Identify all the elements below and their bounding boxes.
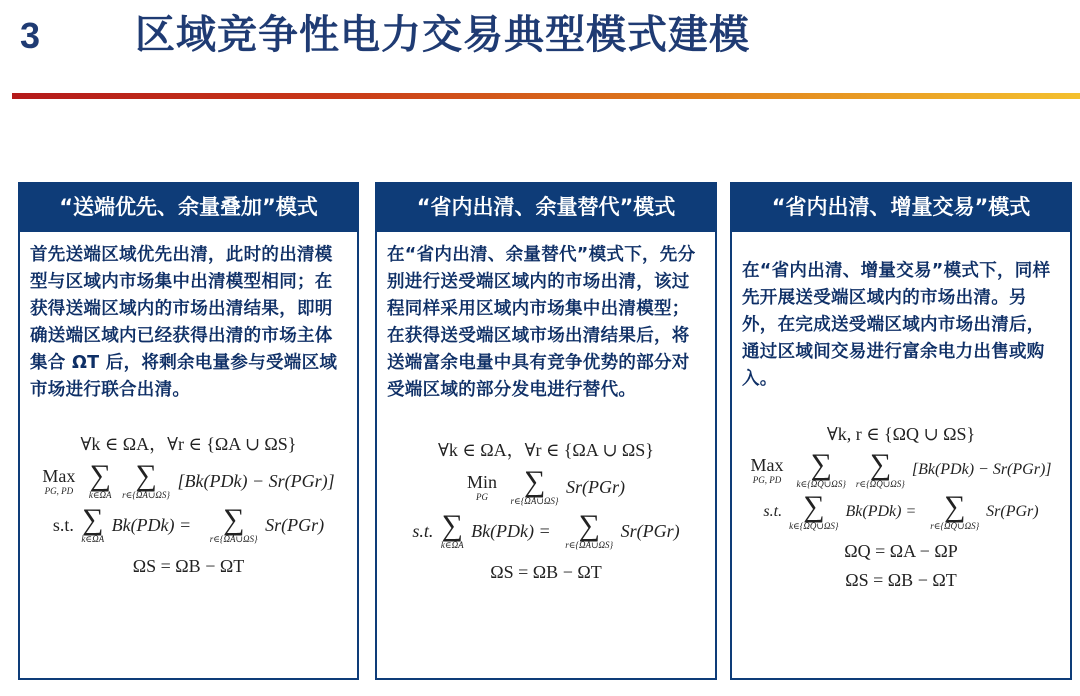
formula-quantifier: ∀k ∈ ΩA，∀r ∈ {ΩA ∪ ΩS} [80,434,297,454]
st-label: s.t. [763,503,783,520]
objective-operator-sub: PG [476,492,489,502]
sum-symbol: ∑ r∈{ΩA∪ΩS} [510,465,559,506]
constraint-rhs: Sr(PGr) [265,514,325,535]
constraint-rhs: Sr(PGr) [620,520,680,541]
sum-subscript: k∈{ΩQ∪ΩS} [796,479,846,489]
sum-subscript: r∈{ΩA∪ΩS} [209,534,258,544]
objective-expression: Sr(PGr) [565,476,625,497]
formula-extra: ΩS = ΩB − ΩT [490,562,602,582]
sum-subscript: r∈{ΩQ∪ΩS} [930,521,980,531]
st-label: s.t. [412,520,434,541]
formula-objective [377,465,715,506]
sum-subscript: r∈{ΩA∪ΩS} [510,496,559,506]
sum-symbol: ∑ k∈ΩA [88,459,112,500]
constraint-lhs: Bk(PDk) = [845,503,917,520]
sum-subscript: r∈{ΩA∪ΩS} [122,490,170,500]
formula-block [377,436,715,583]
formula-extra: ΩS = ΩB − ΩT [132,556,245,576]
constraint-lhs: Bk(PDk) = [471,520,551,541]
sum-symbol: ∑ r∈{ΩA∪ΩS} [565,509,614,550]
panel-intra-incremental [730,182,1072,680]
panel-description [732,232,1070,393]
panel-header: “省内出清、增量交易”模式 [732,184,1070,232]
sum-symbol: ∑ r∈{ΩA∪ΩS} [209,503,258,544]
sum-subscript: k∈ΩA [81,534,105,544]
formula-constraint [20,503,357,544]
panel-description [377,232,715,404]
panel-send-priority [18,182,359,680]
formula-constraint [377,509,715,550]
sum-subscript: k∈ΩA [440,540,464,550]
sum-subscript: r∈{ΩQ∪ΩS} [855,479,905,489]
constraint-rhs: Sr(PGr) [986,503,1039,520]
sum-symbol: ∑ r∈{ΩQ∪ΩS} [930,490,980,531]
sum-symbol: ∑ r∈{ΩQ∪ΩS} [855,448,905,489]
sum-symbol: ∑ k∈ΩA [81,503,105,544]
st-label: s.t. [52,514,74,535]
formula-quantifier: ∀k, r ∈ {ΩQ ∪ ΩS} [826,424,976,444]
description-text: 首先送端区域优先出清，此时的出清模型与区域内市场集中出清模型相同；在获得送端区域内的市场出清结果，即明确送端区域内已经获得出清的市场主体集合 ΩT 后，将剩余电量参与受端区域市场进行联合出清。 [30,245,338,400]
description-text: 在“省内出清、增量交易”模式下，同样先开展送受端区域内的市场出清。另外，在完成送受端区域内市场出清后，通过区域间交易进行富余电力出售或购入。 [742,261,1051,389]
formula-objective [732,448,1070,489]
formula-extra: ΩS = ΩB − ΩT [845,570,957,590]
formula-block [732,424,1070,591]
formula-objective [20,459,357,500]
panel-header: “省内出清、余量替代”模式 [377,184,715,232]
objective-operator: Max [750,455,784,475]
formula-quantifier: ∀k ∈ ΩA，∀r ∈ {ΩA ∪ ΩS} [438,440,654,460]
panel-header: “送端优先、余量叠加”模式 [20,184,357,232]
sum-symbol: ∑ k∈ΩA [440,509,464,550]
sum-symbol: ∑ k∈{ΩQ∪ΩS} [789,490,839,531]
sum-symbol: ∑ k∈{ΩQ∪ΩS} [796,448,846,489]
formula-extra: ΩQ = ΩA − ΩP [844,541,958,561]
slide-number: 3 [20,15,41,56]
sum-symbol: ∑ r∈{ΩA∪ΩS} [122,459,170,500]
objective-expression: [Bk(PDk) − Sr(PGr)] [177,470,335,491]
slide-title: 区域竞争性电力交易典型模式建模 [135,12,750,58]
constraint-lhs: Bk(PDk) = [111,514,192,535]
objective-expression: [Bk(PDk) − Sr(PGr)] [911,461,1052,478]
sum-subscript: k∈{ΩQ∪ΩS} [789,521,839,531]
title-divider [12,93,1080,99]
objective-operator: Max [42,466,76,486]
objective-operator: Min [467,472,498,492]
panel-intra-substitute [375,182,717,680]
formula-constraint [732,490,1070,531]
objective-operator-sub: PG, PD [752,475,782,485]
description-text: 在“省内出清、余量替代”模式下，先分别进行送受端区域内的市场出清，该过程同样采用区域内市场集中出清模型；在获得送受端区域市场出清结果后，将送端富余电量中具有竞争优势的部分对受端区域的部分发电进行替代。 [387,245,696,400]
panel-description [20,232,357,404]
sum-subscript: r∈{ΩA∪ΩS} [565,540,614,550]
objective-operator-sub: PG, PD [44,486,74,496]
sum-subscript: k∈ΩA [88,490,112,500]
formula-block [20,430,357,577]
